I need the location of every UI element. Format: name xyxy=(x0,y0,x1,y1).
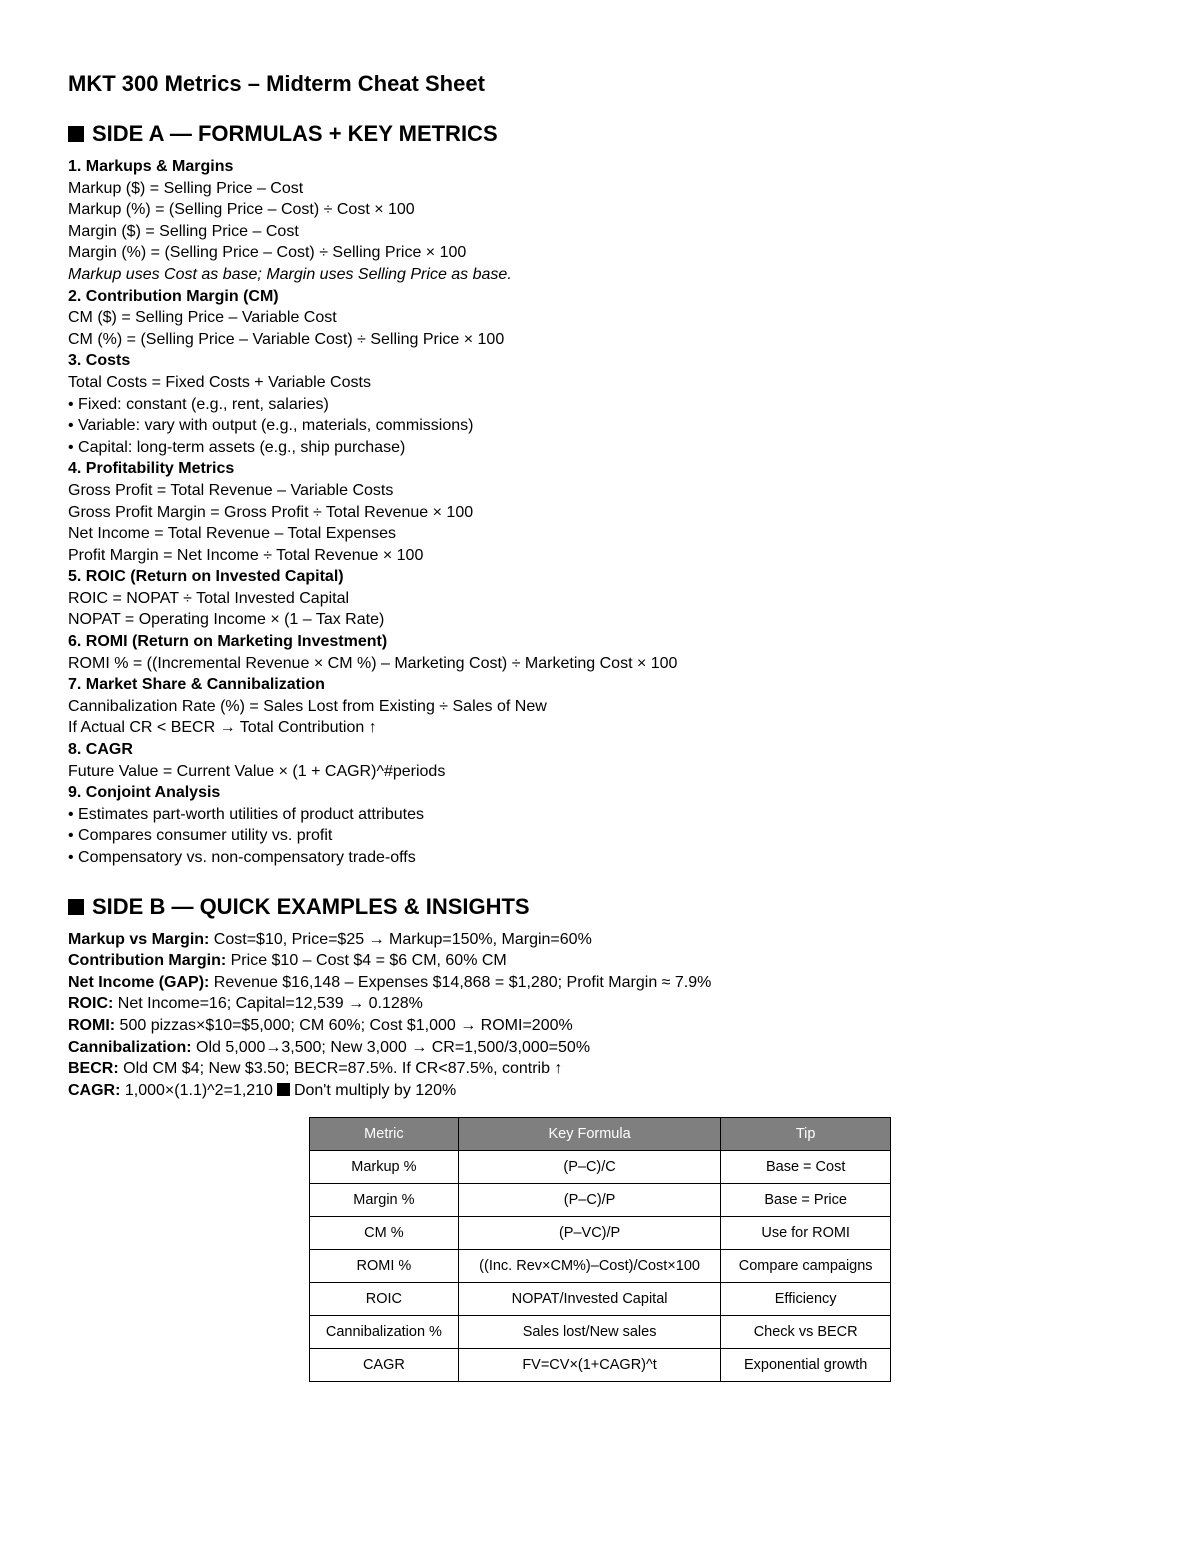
example-label: Contribution Margin: xyxy=(68,952,227,970)
table-header-row xyxy=(310,1118,891,1151)
table-cell: CM % xyxy=(310,1217,459,1250)
formula-line: Profit Margin = Net Income ÷ Total Revenue × 100 xyxy=(68,546,424,564)
formula-line: ROIC = NOPAT ÷ Total Invested Capital xyxy=(68,589,350,607)
table-row xyxy=(310,1250,891,1283)
formula-line: • Fixed: constant (e.g., rent, salaries) xyxy=(68,395,329,413)
example-label: Net Income (GAP): xyxy=(68,973,210,991)
example-label: Cannibalization: xyxy=(68,1038,192,1056)
example-line xyxy=(68,1080,1148,1102)
side-a-formulas xyxy=(68,156,1148,869)
example-tip: Don't multiply by 120% xyxy=(293,1081,457,1099)
example-line xyxy=(68,1015,1148,1037)
table-cell: (P–C)/C xyxy=(458,1151,721,1184)
section-heading: 8. CAGR xyxy=(68,741,133,759)
table-row xyxy=(310,1283,891,1316)
column-header: Tip xyxy=(721,1118,891,1151)
formula-line: Net Income = Total Revenue – Total Expenses xyxy=(68,525,397,543)
table-cell: Sales lost/New sales xyxy=(458,1316,721,1349)
example-label: ROIC: xyxy=(68,995,114,1013)
cheat-sheet-page xyxy=(68,70,1148,1101)
formula-line: Markup ($) = Selling Price – Cost xyxy=(68,179,304,197)
example-line xyxy=(68,1037,1148,1059)
side-a-heading xyxy=(68,120,1148,148)
example-label: CAGR: xyxy=(68,1081,121,1099)
section-heading: 3. Costs xyxy=(68,352,131,370)
example-line xyxy=(68,950,1148,972)
table-cell: Base = Price xyxy=(721,1184,891,1217)
table-body xyxy=(310,1151,891,1382)
example-line xyxy=(68,993,1148,1015)
example-text: 500 pizzas×$10=$5,000; CM 60%; Cost $1,000 → ROMI=200% xyxy=(115,1016,573,1034)
column-header: Metric xyxy=(310,1118,459,1151)
table-cell: FV=CV×(1+CAGR)^t xyxy=(458,1349,721,1382)
formula-line: CM ($) = Selling Price – Variable Cost xyxy=(68,309,337,327)
table-cell: CAGR xyxy=(310,1349,459,1382)
formula-line: If Actual CR < BECR → Total Contribution ↑ xyxy=(68,719,377,737)
example-text: 1,000×(1.1)^2=1,210 xyxy=(120,1081,273,1099)
section-heading: 7. Market Share & Cannibalization xyxy=(68,676,325,694)
table-row xyxy=(310,1316,891,1349)
table-cell: (P–C)/P xyxy=(458,1184,721,1217)
formula-line: Margin (%) = (Selling Price – Cost) ÷ Selling Price × 100 xyxy=(68,244,467,262)
formula-line: • Compensatory vs. non-compensatory trade-offs xyxy=(68,849,416,866)
section-heading: 2. Contribution Margin (CM) xyxy=(68,287,279,305)
note-line: Markup uses Cost as base; Margin uses Selling Price as base. xyxy=(68,265,512,283)
formula-line: • Estimates part-worth utilities of product attributes xyxy=(68,805,424,823)
example-text: Net Income=16; Capital=12,539 → 0.128% xyxy=(113,995,423,1013)
example-text: Price $10 – Cost $4 = $6 CM, 60% CM xyxy=(226,952,507,970)
example-text: Revenue $16,148 – Expenses $14,868 = $1,280; Profit Margin ≈ 7.9% xyxy=(209,973,712,991)
section-heading: 5. ROIC (Return on Invested Capital) xyxy=(68,568,344,586)
formula-line: Markup (%) = (Selling Price – Cost) ÷ Cost × 100 xyxy=(68,201,415,219)
table-cell: Exponential growth xyxy=(721,1349,891,1382)
metrics-summary-table xyxy=(309,1117,891,1382)
example-label: BECR: xyxy=(68,1060,119,1078)
side-b-examples xyxy=(68,929,1148,1102)
table-cell: Efficiency xyxy=(721,1283,891,1316)
column-header: Key Formula xyxy=(458,1118,721,1151)
table-cell: ROIC xyxy=(310,1283,459,1316)
formula-line: Gross Profit Margin = Gross Profit ÷ Total Revenue × 100 xyxy=(68,503,474,521)
example-label: Markup vs Margin: xyxy=(68,930,210,948)
page-title: MKT 300 Metrics – Midterm Cheat Sheet xyxy=(68,71,485,96)
formula-line: ROMI % = ((Incremental Revenue × CM %) – Marketing Cost) ÷ Marketing Cost × 100 xyxy=(68,654,678,672)
formula-line: CM (%) = (Selling Price – Variable Cost) ÷ Selling Price × 100 xyxy=(68,330,505,348)
table-row xyxy=(310,1151,891,1184)
formula-line: • Compares consumer utility vs. profit xyxy=(68,827,333,845)
table-cell: ROMI % xyxy=(310,1250,459,1283)
table-cell: Markup % xyxy=(310,1151,459,1184)
table-cell: Base = Cost xyxy=(721,1151,891,1184)
formula-line: Gross Profit = Total Revenue – Variable Costs xyxy=(68,481,394,499)
section-heading: 4. Profitability Metrics xyxy=(68,460,235,478)
table-cell: ((Inc. Rev×CM%)–Cost)/Cost×100 xyxy=(458,1250,721,1283)
square-bullet-icon xyxy=(68,126,84,142)
formula-line: Cannibalization Rate (%) = Sales Lost from Existing ÷ Sales of New xyxy=(68,697,547,715)
table-cell: Cannibalization % xyxy=(310,1316,459,1349)
table-cell: Check vs BECR xyxy=(721,1316,891,1349)
formula-line: • Capital: long-term assets (e.g., ship purchase) xyxy=(68,438,406,456)
example-text: Old 5,000→3,500; New 3,000 → CR=1,500/3,000=50% xyxy=(191,1038,591,1056)
formula-line: Future Value = Current Value × (1 + CAGR)^#periods xyxy=(68,762,446,780)
example-line xyxy=(68,929,1148,951)
table-cell: Compare campaigns xyxy=(721,1250,891,1283)
example-text: Old CM $4; New $3.50; BECR=87.5%. If CR<87.5%, contrib ↑ xyxy=(118,1060,563,1078)
example-text: Cost=$10, Price=$25 → Markup=150%, Margin=60% xyxy=(209,930,592,948)
table-cell: (P–VC)/P xyxy=(458,1217,721,1250)
table-cell: Use for ROMI xyxy=(721,1217,891,1250)
formula-line: • Variable: vary with output (e.g., materials, commissions) xyxy=(68,417,474,435)
example-line xyxy=(68,1058,1148,1080)
formula-line: NOPAT = Operating Income × (1 – Tax Rate) xyxy=(68,611,385,629)
section-heading: 1. Markups & Margins xyxy=(68,158,234,175)
table-row xyxy=(310,1349,891,1382)
section-heading: 9. Conjoint Analysis xyxy=(68,784,221,802)
example-label: ROMI: xyxy=(68,1016,116,1034)
table-cell: Margin % xyxy=(310,1184,459,1217)
table-row xyxy=(310,1184,891,1217)
side-a-heading-text: SIDE A — FORMULAS + KEY METRICS xyxy=(92,121,498,146)
side-b-heading xyxy=(68,893,1148,921)
formula-line: Margin ($) = Selling Price – Cost xyxy=(68,222,299,240)
side-b-heading-text: SIDE B — QUICK EXAMPLES & INSIGHTS xyxy=(92,893,530,919)
table-cell: NOPAT/Invested Capital xyxy=(458,1283,721,1316)
table-row xyxy=(310,1217,891,1250)
section-heading: 6. ROMI (Return on Marketing Investment) xyxy=(68,633,388,651)
example-line xyxy=(68,972,1148,994)
square-bullet-icon xyxy=(277,1083,290,1096)
formula-line: Total Costs = Fixed Costs + Variable Costs xyxy=(68,373,371,391)
square-bullet-icon xyxy=(68,899,84,915)
